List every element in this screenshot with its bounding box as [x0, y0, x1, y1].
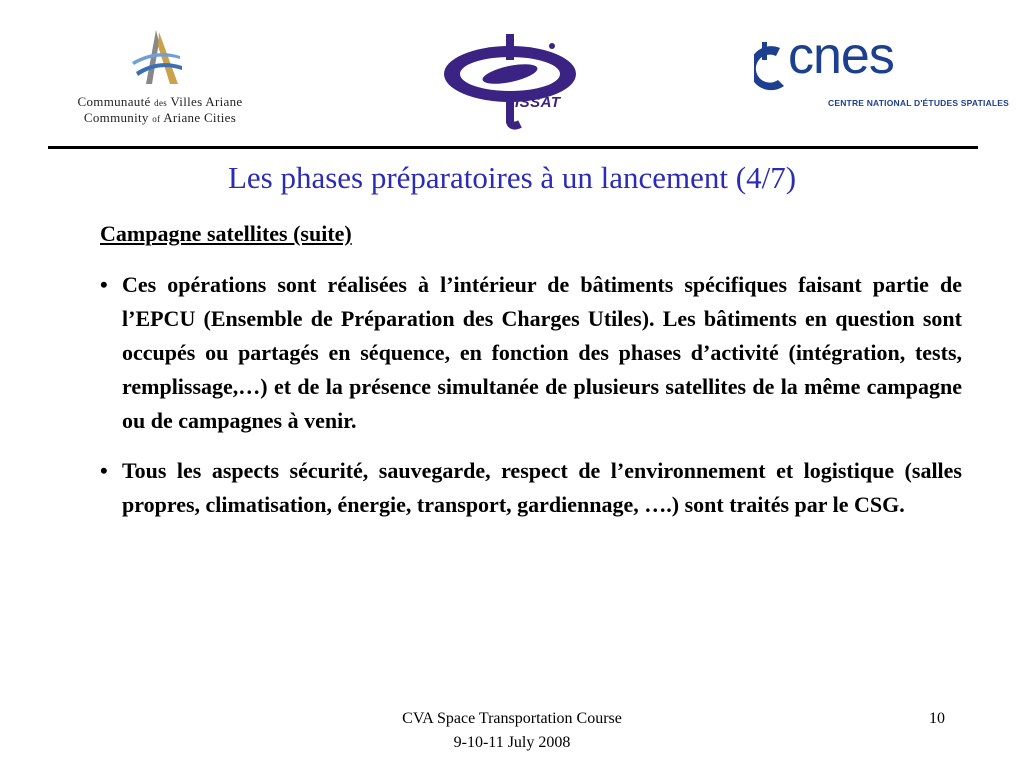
header-logos	[0, 0, 1024, 148]
issat-emblem-icon	[440, 32, 590, 132]
page-number: 10	[929, 710, 945, 727]
slide-title: Les phases préparatoires à un lancement (4/7)	[227, 160, 797, 195]
cva-name-fr: Communauté des Villes Ariane	[77, 94, 243, 109]
cnes-wordmark: cnes	[788, 27, 894, 85]
ariane-a-icon	[126, 28, 190, 88]
header-divider	[48, 146, 978, 149]
bullet-text: Ces opérations sont réalisées à l’intérieur de bâtiments spécifiques faisant partie de l’EPCU (Ensemble de Préparation des Charges Utiles). Les bâtiments en question sont occupés ou partagés en séquence, en fonction des phases d’activité (intégration, tests, remplissage,…) et de la présence simultanée de plusieurs satellites de la même campagne ou de campagnes à venir.	[122, 272, 962, 433]
issat-wordmark: ISSAT	[515, 94, 561, 111]
footer-course-date: 9-10-11 July 2008	[453, 734, 571, 751]
cva-logo	[48, 28, 272, 128]
footer-course-title: CVA Space Transportation Course	[402, 710, 622, 727]
cva-name-en: Community of Ariane Cities	[83, 110, 237, 125]
bullet-text: Tous les aspects sécurité, sauvegarde, respect de l’environnement et logistique (salles propres, climatisation, énergie, transport, gardiennage, ….) sont traités par le CSG.	[122, 458, 962, 517]
bullet-mark: •	[100, 458, 108, 483]
bullet-item	[100, 268, 962, 438]
bullet-mark: •	[100, 272, 108, 297]
bullet-list	[100, 268, 962, 538]
bullet-item	[100, 454, 962, 522]
cnes-emblem-icon	[754, 40, 790, 96]
section-heading: Campagne satellites (suite)	[100, 221, 352, 246]
cnes-subtitle: CENTRE NATIONAL D'ÉTUDES SPATIALES	[828, 98, 1010, 108]
cnes-logo	[754, 27, 1010, 120]
footer-course	[0, 707, 1024, 755]
issat-logo	[440, 32, 590, 132]
